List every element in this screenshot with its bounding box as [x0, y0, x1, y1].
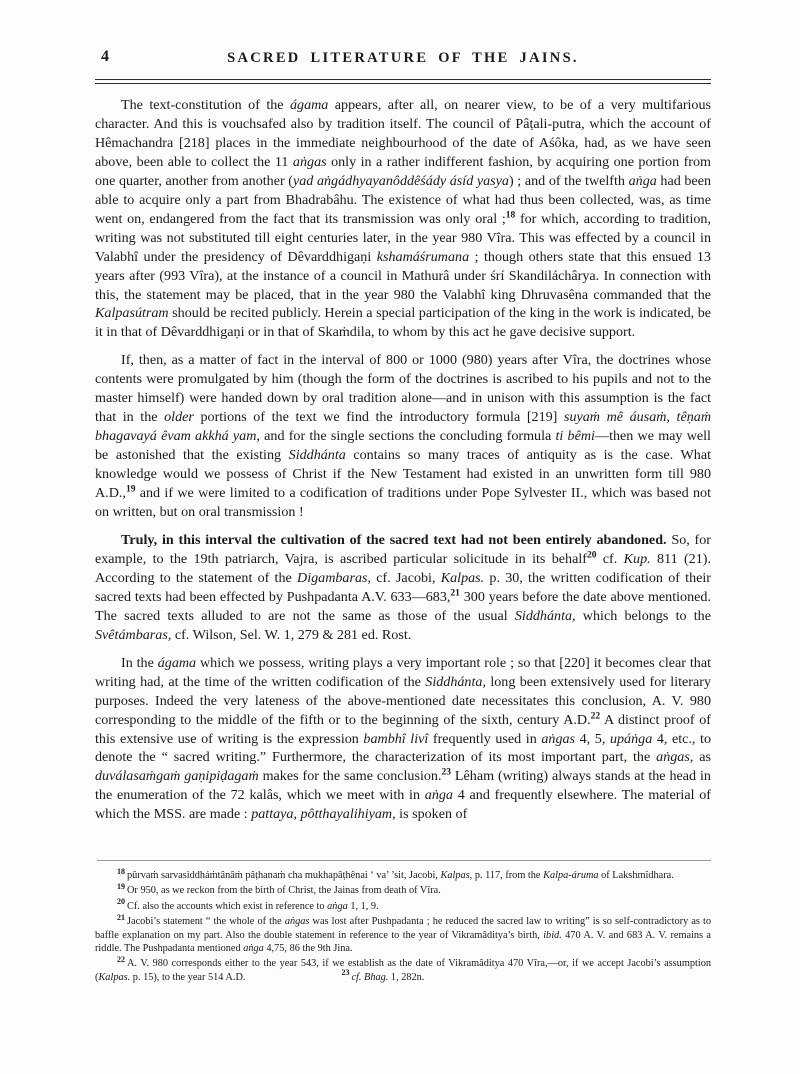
- italic-text: upáṅga: [609, 730, 653, 747]
- body-text: appears, after all, on nearer view, to be of a very multifarious character. And this is vouchsafed also by tradition itself. The council of Pâṭali-putra, which the account of Hêmachandra [218] places in the immediate neighbourhood of the date of Aśôka, had, as we have seen above, been able to collect the 11: [95, 97, 712, 170]
- italic-text: Siddhánta: [288, 447, 346, 464]
- italic-text: Siddhánta: [425, 673, 483, 690]
- body-text: contains so many traces of antiquity as is the case. What knowledge would we possess of Christ if the New Testament had existed in an unwritten form till 980 A.D.,: [95, 447, 711, 502]
- footnote-22: [95, 957, 711, 984]
- footnotes-block: [95, 866, 712, 984]
- italic-text: aṅga: [327, 900, 348, 912]
- footnote-23: [319, 968, 425, 984]
- body-text: The text-constitution of the: [121, 97, 290, 113]
- italic-text: bambhî livî: [363, 730, 429, 747]
- body-text: 4 and frequently elsewhere. The material of which the MSS. are made :: [95, 787, 711, 823]
- footnote-number: 23: [341, 968, 350, 978]
- italic-text: ibid.: [543, 929, 562, 941]
- body-text: In the: [121, 654, 158, 671]
- body-text: , cf. Wilson, Sel. W. 1, 279 & 281 ed. Rost.: [167, 626, 412, 643]
- footnote-reference-marker: 18: [505, 210, 516, 221]
- italic-text: ágama: [289, 97, 329, 113]
- italic-text: Kalpasútram: [95, 305, 169, 322]
- italic-text: Kup.: [623, 550, 651, 567]
- body-text: and for the single sections the concluding formula: [259, 428, 556, 445]
- body-text: was lost after Pushpadanta ; he reduced the sacred law to writing” is so self-contradictory as to baffle explanation on my part. Also the double statement in reference to the year of Vikramâditya’s birth,: [95, 916, 712, 941]
- body-text: 4,75, 86 the 9th Jina.: [263, 943, 353, 955]
- body-text: , cf. Jacobi,: [367, 569, 441, 586]
- page-number: 4: [101, 48, 110, 65]
- body-text: 470 A. V. and 683 A. V. remains a riddle. The Pushpadanta mentioned: [95, 929, 712, 955]
- body-text: 1, 1, 9.: [347, 900, 379, 912]
- body-text: —then we may well be astonished that the existing: [95, 428, 711, 464]
- body-text: portions of the text we find the introductory formula [219]: [193, 409, 564, 426]
- body-text: only in a rather indifferent fashion, by acquiring one portion from one quarter, another from another (: [95, 153, 712, 189]
- body-text: which we possess, writing plays a very important role ; so that [220] it becomes clear that writing had, at the time of the written codification of the: [95, 654, 711, 690]
- body-text: Jacobi’s statement “ the whole of the: [127, 916, 285, 928]
- body-text: for which, according to tradition, writing was not substituted till eight centuries later, in the year 980 Vîra. This was effected by a council in Valabhî under the presidency of Dêvarddhigaṇi: [95, 210, 711, 265]
- italic-text: aṅga: [628, 172, 657, 189]
- italic-text: suyaṁ mê áusaṁ, têṇaṁ bhagavayá êvam akkhá yam,: [95, 409, 711, 445]
- italic-text: Digambaras: [297, 569, 368, 586]
- body-text: of Lakshmîdhara.: [598, 870, 674, 881]
- running-head-title: SACRED LITERATURE OF THE JAINS.: [227, 50, 579, 66]
- footnote-reference-marker: 22: [590, 710, 601, 721]
- footnote-20: [95, 897, 711, 913]
- body-text: 4, etc., to denote the “ sacred writing.” Furthermore, the characterization of its most important part, the: [95, 730, 711, 766]
- italic-text: aṅga: [243, 943, 264, 955]
- footnote-19: [95, 881, 711, 897]
- body-text: So, for example, to the 19th patriarch, Vajra, is ascribed particular solicitude in its behalf: [95, 531, 711, 567]
- footnote-21: [95, 912, 712, 955]
- italic-text: pattaya, pôtthayalihiyam: [251, 806, 393, 823]
- footnote-number: 21: [117, 912, 125, 922]
- italic-text: kshamáśrumana: [376, 248, 470, 265]
- body-text-block: [95, 96, 711, 824]
- footnote-number: 20: [117, 897, 125, 907]
- footnote-reference-marker: 20: [586, 550, 597, 561]
- body-text: , which belongs to the: [572, 607, 711, 624]
- italic-text: aṅga: [424, 787, 453, 804]
- para-3: [95, 531, 711, 645]
- body-text: had been able to acquire only a part from Bhadrabâhu. The existence of what had thus been collected, was, as time went on, endangered from the fact that its transmission was only oral ;: [95, 172, 711, 227]
- footnote-number: 19: [117, 881, 125, 891]
- footnote-reference-marker: 23: [441, 767, 451, 778]
- page-header: [95, 48, 711, 74]
- footnote-number: 18: [117, 866, 125, 876]
- body-text: A distinct proof of this extensive use of writing is the expression: [95, 711, 711, 747]
- italic-text: Kalpas: [440, 870, 470, 881]
- body-text: p. 15), to the year 514 A.D.: [130, 971, 246, 983]
- italic-text: aṅgas: [541, 730, 576, 747]
- italic-text: aṅgas: [284, 916, 310, 928]
- italic-text: older: [164, 409, 194, 426]
- body-text: , as: [689, 749, 711, 766]
- italic-text: yad aṅgádhyayanôddêśády ásíd yasya: [292, 172, 509, 189]
- italic-text: duválasaṁgaṁ gaṇipiḍagaṁ: [95, 768, 259, 785]
- body-text: should be recited publicly. Herein a special participation of the king in the work is indicated, be it in that of Dêvarddhigaṇi or in that of Skaṁdila, to whom by this act he gave decisive support.: [95, 305, 711, 341]
- body-text: p. 30, the written codification of their sacred texts had been effected by Pushpadanta A.V. 633—683,: [95, 569, 711, 605]
- para-1: [95, 96, 711, 342]
- header-divider-rule: [95, 79, 711, 84]
- body-text: 4, 5,: [575, 730, 610, 747]
- body-text: makes for the same conclusion.: [258, 768, 442, 785]
- italic-text: ti bêmi: [555, 428, 595, 445]
- italic-text: Kalpas.: [440, 569, 485, 586]
- italic-text: Siddhánta: [514, 607, 573, 624]
- para-2: [95, 351, 711, 522]
- body-text: Cf. also the accounts which exist in reference to: [127, 900, 328, 912]
- body-text: A. V. 980 corresponds either to the year 543, if we establish as the date of Vikramâditya 470 Vîra,—or, if we accept Jacobi’s assumption (: [95, 958, 711, 983]
- footnote-number: 22: [117, 955, 125, 965]
- body-text: 811 (21). According to the statement of the: [95, 550, 711, 586]
- body-text: ) ; and of the twelfth: [508, 172, 629, 189]
- body-text: frequently used in: [428, 730, 542, 747]
- italic-text: cf. Bhag.: [351, 971, 389, 983]
- body-text: If, then, as a matter of fact in the interval of 800 or 1000 (980) years after Vîra, the doctrines whose contents were promulgated by him (though the form of the doctrines is ascribed to his pupils and not to the master himself) were handed down by oral tradition alone—and in unison with this assumption is the fact that in the: [95, 352, 711, 426]
- italic-text: Kalpas.: [98, 971, 131, 983]
- body-text: , long been extensively used for literary purposes. Indeed the very lateness of the above-mentioned date necessitates this conclusion, A. V. 980 corresponding to the middle of the fifth or to the beginning of the sixth, century A.D.: [95, 673, 711, 728]
- body-text: ; though others state that this ensued 13 years after (993 Vîra), at the instance of a council in Mathurâ under śrí Skandiláchârya. In connection with this, the statement may be placed, that in the year 980 the Valabhî king Dhruvasêna commanded that the: [95, 248, 711, 303]
- body-text: , is spoken of: [392, 806, 468, 823]
- bold-lead-text: Truly, in this interval the cultivation of the sacred text had not been entirely abandoned.: [121, 531, 667, 548]
- body-text: 1, 282n.: [388, 971, 425, 983]
- body-text: 300 years before the date above mentioned. The sacred texts alluded to are not the same as those of the usual: [95, 588, 711, 624]
- body-text: cf.: [596, 550, 624, 567]
- italic-text: Kalpa-áruma: [543, 870, 599, 881]
- italic-text: aṅgas: [292, 153, 327, 170]
- italic-text: ágama: [157, 654, 197, 671]
- body-text: Or 950, as we reckon from the birth of Christ, the Jainas from death of Vîra.: [127, 885, 441, 897]
- italic-text: Svêtámbaras: [95, 626, 168, 643]
- footnote-separator-rule: [97, 860, 711, 861]
- body-text: pûrvaṁ sarvasiddháṁtânâṁ pâṭhanaṁ cha mukhapâṭhênai ‘ va’ ’sit, Jacobi,: [127, 870, 441, 881]
- body-text: , p. 117, from the: [469, 870, 544, 881]
- footnote-reference-marker: 21: [450, 588, 460, 599]
- footnote-18: [95, 866, 711, 882]
- footnote-reference-marker: 19: [125, 484, 136, 495]
- para-4: [95, 654, 711, 825]
- italic-text: aṅgas: [656, 749, 690, 766]
- body-text: and if we were limited to a codification of traditions under Pope Sylvester II., which was based not on written, but on oral transmission !: [95, 485, 711, 521]
- body-text: Lêham (writing) always stands at the head in the enumeration of the 72 kalâs, which we meet with in: [95, 768, 711, 804]
